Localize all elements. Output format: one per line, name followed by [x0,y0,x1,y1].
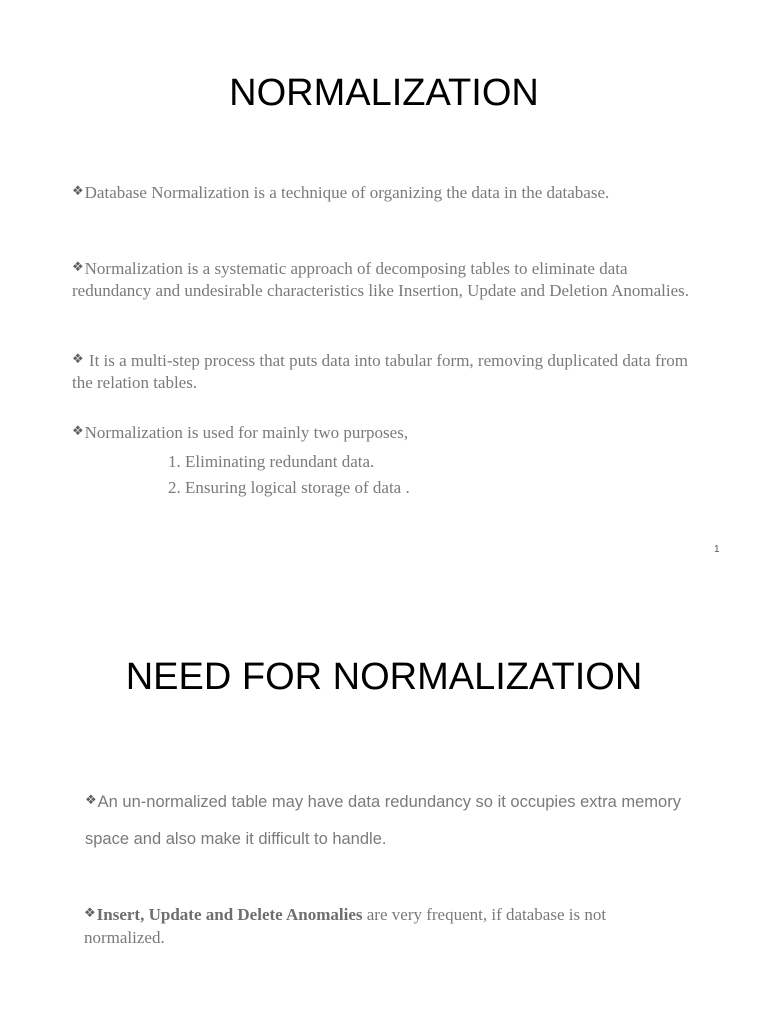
purpose-item: 1. Eliminating redundant data. [168,452,375,471]
slide-title-need-for-normalization: NEED FOR NORMALIZATION [125,656,643,698]
bullet-paragraph-unnormalized-table [85,784,685,858]
bullet-paragraph-purposes [72,422,692,444]
diamond-bullet-icon: ❖ [72,351,84,366]
slide-title-normalization: NORMALIZATION [229,72,539,114]
diamond-bullet-icon: ❖ [72,259,84,274]
bullet-paragraph-systematic-approach [72,258,692,301]
bullet-paragraph-multi-step [72,350,692,393]
page-number: 1 [714,544,720,555]
paragraph-text: It is a multi-step process that puts data into tabular form, removing duplicated data from the relation tables. [72,351,688,392]
diamond-bullet-icon: ❖ [84,905,96,920]
paragraph-text: Database Normalization is a technique of organizing the data in the database. [84,183,610,202]
purpose-item: 2. Ensuring logical storage of data . [168,478,410,497]
paragraph-text: Normalization is a systematic approach of decomposing tables to eliminate data redundancy and undesirable characteristics like Insertion, Update and Deletion Anomalies. [72,259,689,300]
purposes-list [168,449,410,501]
bullet-paragraph-anomalies [84,904,684,949]
paragraph-text: An un-normalized table may have data redundancy so it occupies extra memory space and also make it difficult to handle. [85,793,681,848]
anomalies-bold-text: Insert, Update and Delete Anomalies [96,905,363,924]
diamond-bullet-icon: ❖ [72,183,84,198]
paragraph-text: are very frequent, if database is not normalized. [84,905,607,947]
paragraph-text: Normalization is used for mainly two purposes, [84,423,409,442]
bullet-paragraph-definition [72,180,692,207]
diamond-bullet-icon: ❖ [85,792,97,807]
diamond-bullet-icon: ❖ [72,423,84,438]
